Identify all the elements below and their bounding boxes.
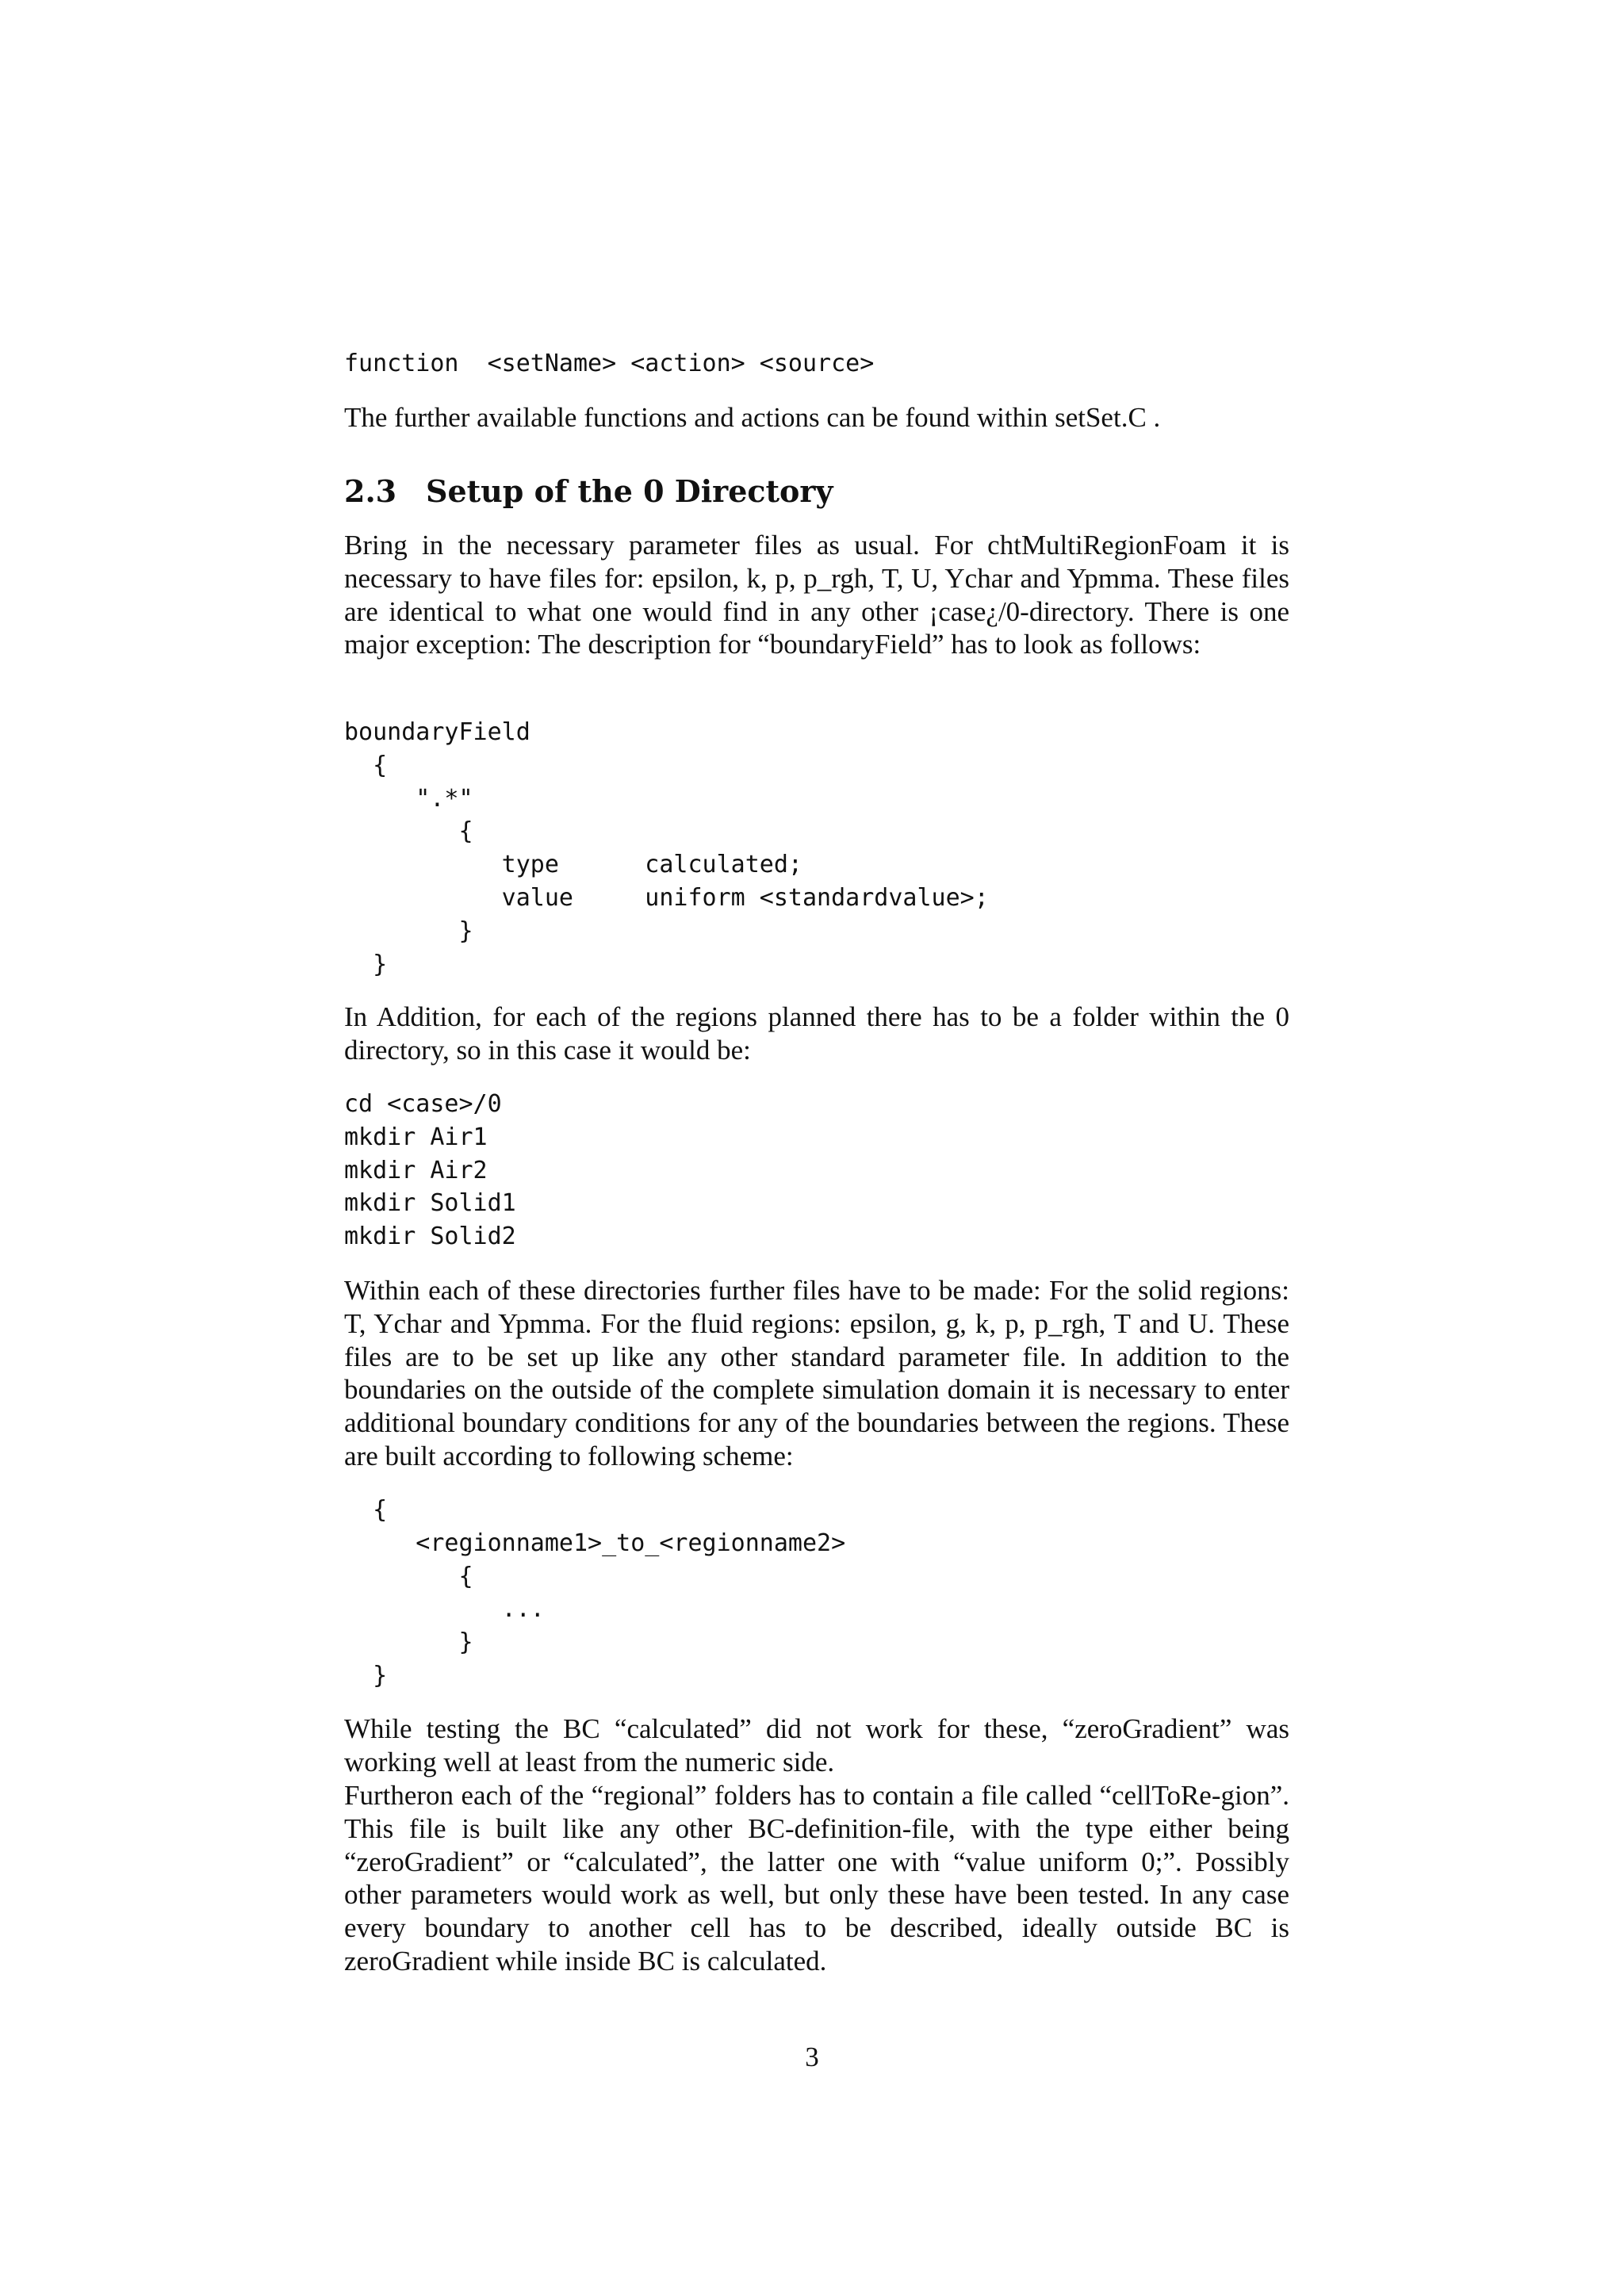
page-number: 3 — [805, 2042, 819, 2072]
paragraph-addition: In Addition, for each of the regions planned there has to be a folder within the 0 directory, so in this case it would be: — [344, 1001, 1289, 1066]
code-region-scheme: { <regionname1>_to_<regionname2> { ... } } — [373, 1496, 846, 1689]
code-mkdir: cd <case>/0 mkdir Air1 mkdir Air2 mkdir Solid1 mkdir Solid2 — [344, 1090, 516, 1251]
code-boundary-field: boundaryField { ".*" { type calculated; value uniform <standardvalue>; } } — [344, 718, 989, 978]
paragraph-bring-in: Bring in the necessary parameter files as usual. For chtMultiRegionFoam it is necessary to have files for: epsilon, k, p, p_rgh, T, U, Ychar and Ypmma. These files are identical to what one would find in any other ¡case¿/0-directory. There is one major exception: The description for “boundaryField” has to look as follows: — [344, 530, 1289, 660]
section-number: 2.3 — [344, 473, 397, 509]
paragraph-within: Within each of these directories further files have to be made: For the solid regions: T, Ychar and Ypmma. For the fluid regions: epsilon, g, k, p, p_rgh, T and U. These files are to be set up like any other standard parameter file. In addition to the boundaries on the outside of the complete simulation domain it is necessary to enter additional boundary conditions for any of the boundaries between the regions. These are built according to following scheme: — [344, 1275, 1289, 1471]
section-heading — [344, 473, 1289, 511]
paragraph-furtheron: Furtheron each of the “regional” folders has to contain a file called “cellToRe-gion”. This file is built like any other BC-definition-file, with the type either being “zeroGradient” or “calculated”, the latter one with “value uniform 0;”. Possibly other parameters would work as well, but only these have been tested. In any case every boundary to another cell has to be described, ideally outside BC is zeroGradient while inside BC is calculated. — [344, 1780, 1289, 1976]
paragraph-testing: While testing the BC “calculated” did not work for these, “zeroGradient” was working well at least from the numeric side. — [344, 1713, 1289, 1777]
section-title: Setup of the 0 Directory — [426, 473, 833, 509]
paragraph-setset: The further available functions and actions can be found within setSet.C . — [344, 402, 1161, 433]
code-function-syntax: function <setName> <action> <source> — [344, 350, 875, 377]
